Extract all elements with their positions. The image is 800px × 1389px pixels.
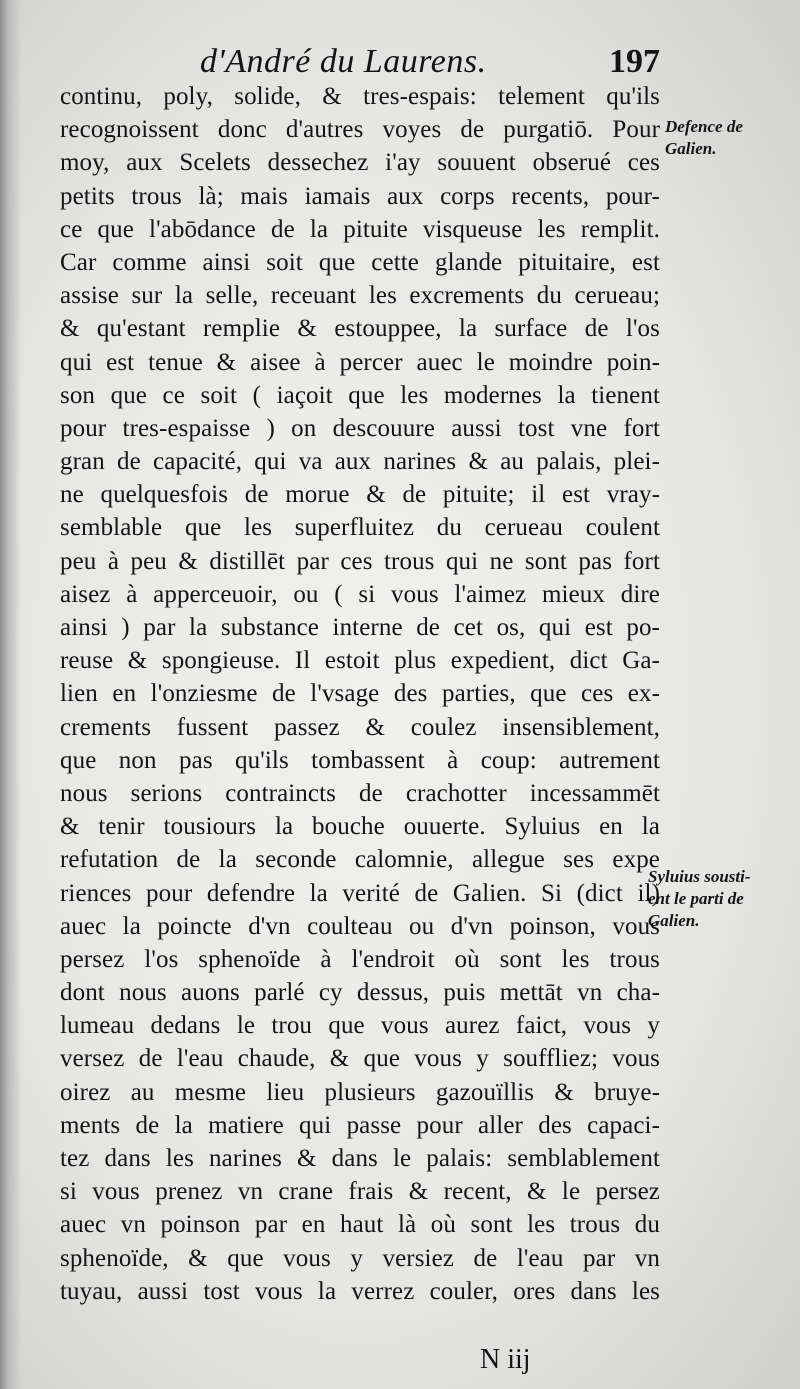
text-line: que non pas qu'ils tombassent à coup: autrement bbox=[60, 746, 660, 774]
page-number: 197 bbox=[609, 43, 660, 80]
page-gutter-shadow bbox=[0, 0, 22, 1389]
text-line: auec vn poinson par en haut là où sont les trous du bbox=[60, 1211, 660, 1239]
text-line: nous serions contraincts de crachotter incessammēt bbox=[60, 779, 660, 807]
text-line: pour tres-espaisse ) on descouure aussi tost vne fort bbox=[60, 414, 660, 442]
page-header bbox=[200, 38, 660, 86]
text-line: si vous prenez vn crane frais & recent, & le persez bbox=[60, 1178, 660, 1206]
margin-note-defence bbox=[665, 116, 743, 160]
text-line: petits trous là; mais iamais aux corps recents, pour- bbox=[60, 182, 660, 210]
text-line: versez de l'eau chaude, & que vous y souffliez; vous bbox=[60, 1045, 660, 1073]
text-line: continu, poly, solide, & tres-espais: telement qu'ils bbox=[60, 83, 660, 110]
signature-mark: N iij bbox=[480, 1344, 531, 1375]
text-line: ne quelquesfois de morue & de pituite; il est vray- bbox=[60, 481, 660, 509]
text-line: ments de la matiere qui passe pour aller des capaci- bbox=[60, 1111, 660, 1139]
text-line: gran de capacité, qui va aux narines & au palais, plei- bbox=[60, 448, 660, 476]
margin-note-line: Galien. bbox=[648, 911, 700, 930]
text-line: moy, aux Scelets dessechez i'ay souuent obserué ces bbox=[60, 149, 660, 177]
running-head: d'André du Laurens. bbox=[200, 43, 487, 80]
text-line: ce que l'abōdance de la pituite visqueuse les remplit. bbox=[60, 215, 660, 243]
margin-note-line: ent le parti de bbox=[648, 889, 744, 908]
text-line: son que ce soit ( iaçoit que les modernes la tienent bbox=[60, 381, 660, 409]
margin-note-line: Galien. bbox=[665, 139, 717, 158]
margin-note-line: Defence de bbox=[665, 117, 743, 136]
text-line: riences pour defendre la verité de Galien. Si (dict il) bbox=[60, 879, 660, 907]
text-line: oirez au mesme lieu plusieurs gazouïllis & bruye- bbox=[60, 1078, 660, 1106]
text-line: peu à peu & distillēt par ces trous qui ne sont pas fort bbox=[60, 547, 660, 575]
text-line: refutation de la seconde calomnie, allegue ses expe bbox=[60, 846, 660, 874]
text-line: recognoissent donc d'autres voyes de purgatiō. Pour bbox=[60, 116, 660, 144]
text-line: sphenoïde, & que vous y versiez de l'eau par vn bbox=[60, 1244, 660, 1272]
text-line: tez dans les narines & dans le palais: semblablement bbox=[60, 1145, 660, 1172]
text-line: lien en l'onziesme de l'vsage des parties, que ces ex- bbox=[60, 680, 660, 708]
body-text bbox=[60, 80, 660, 1308]
text-line: & qu'estant remplie & estouppee, la surface de l'os bbox=[60, 315, 660, 343]
text-line: persez l'os sphenoïde à l'endroit où sont les trous bbox=[60, 945, 660, 973]
text-line: tuyau, aussi tost vous la verrez couler, ores dans les bbox=[60, 1277, 660, 1305]
margin-note-syluius bbox=[648, 866, 751, 932]
text-line: semblable que les superfluitez du cerueau coulent bbox=[60, 514, 660, 542]
text-line: Car comme ainsi soit que cette glande pituitaire, est bbox=[60, 248, 660, 276]
text-line: reuse & spongieuse. Il estoit plus expedient, dict Ga- bbox=[60, 647, 660, 675]
text-line: assise sur la selle, receuant les excrements du cerueau; bbox=[60, 282, 660, 310]
text-line: auec la poincte d'vn coulteau ou d'vn poinson, vous bbox=[60, 912, 660, 940]
margin-note-line: Syluius sousti- bbox=[648, 867, 751, 886]
text-line: aisez à apperceuoir, ou ( si vous l'aimez mieux dire bbox=[60, 580, 660, 608]
text-line: & tenir tousiours la bouche ouuerte. Syluius en la bbox=[60, 813, 660, 841]
text-line: dont nous auons parlé cy dessus, puis mettāt vn cha- bbox=[60, 979, 660, 1007]
text-line: ainsi ) par la substance interne de cet os, qui est po- bbox=[60, 614, 660, 641]
text-line: crements fussent passez & coulez insensiblement, bbox=[60, 713, 660, 741]
text-line: qui est tenue & aisee à percer auec le moindre poin- bbox=[60, 348, 660, 376]
text-line: lumeau dedans le trou que vous aurez faict, vous y bbox=[60, 1012, 660, 1040]
